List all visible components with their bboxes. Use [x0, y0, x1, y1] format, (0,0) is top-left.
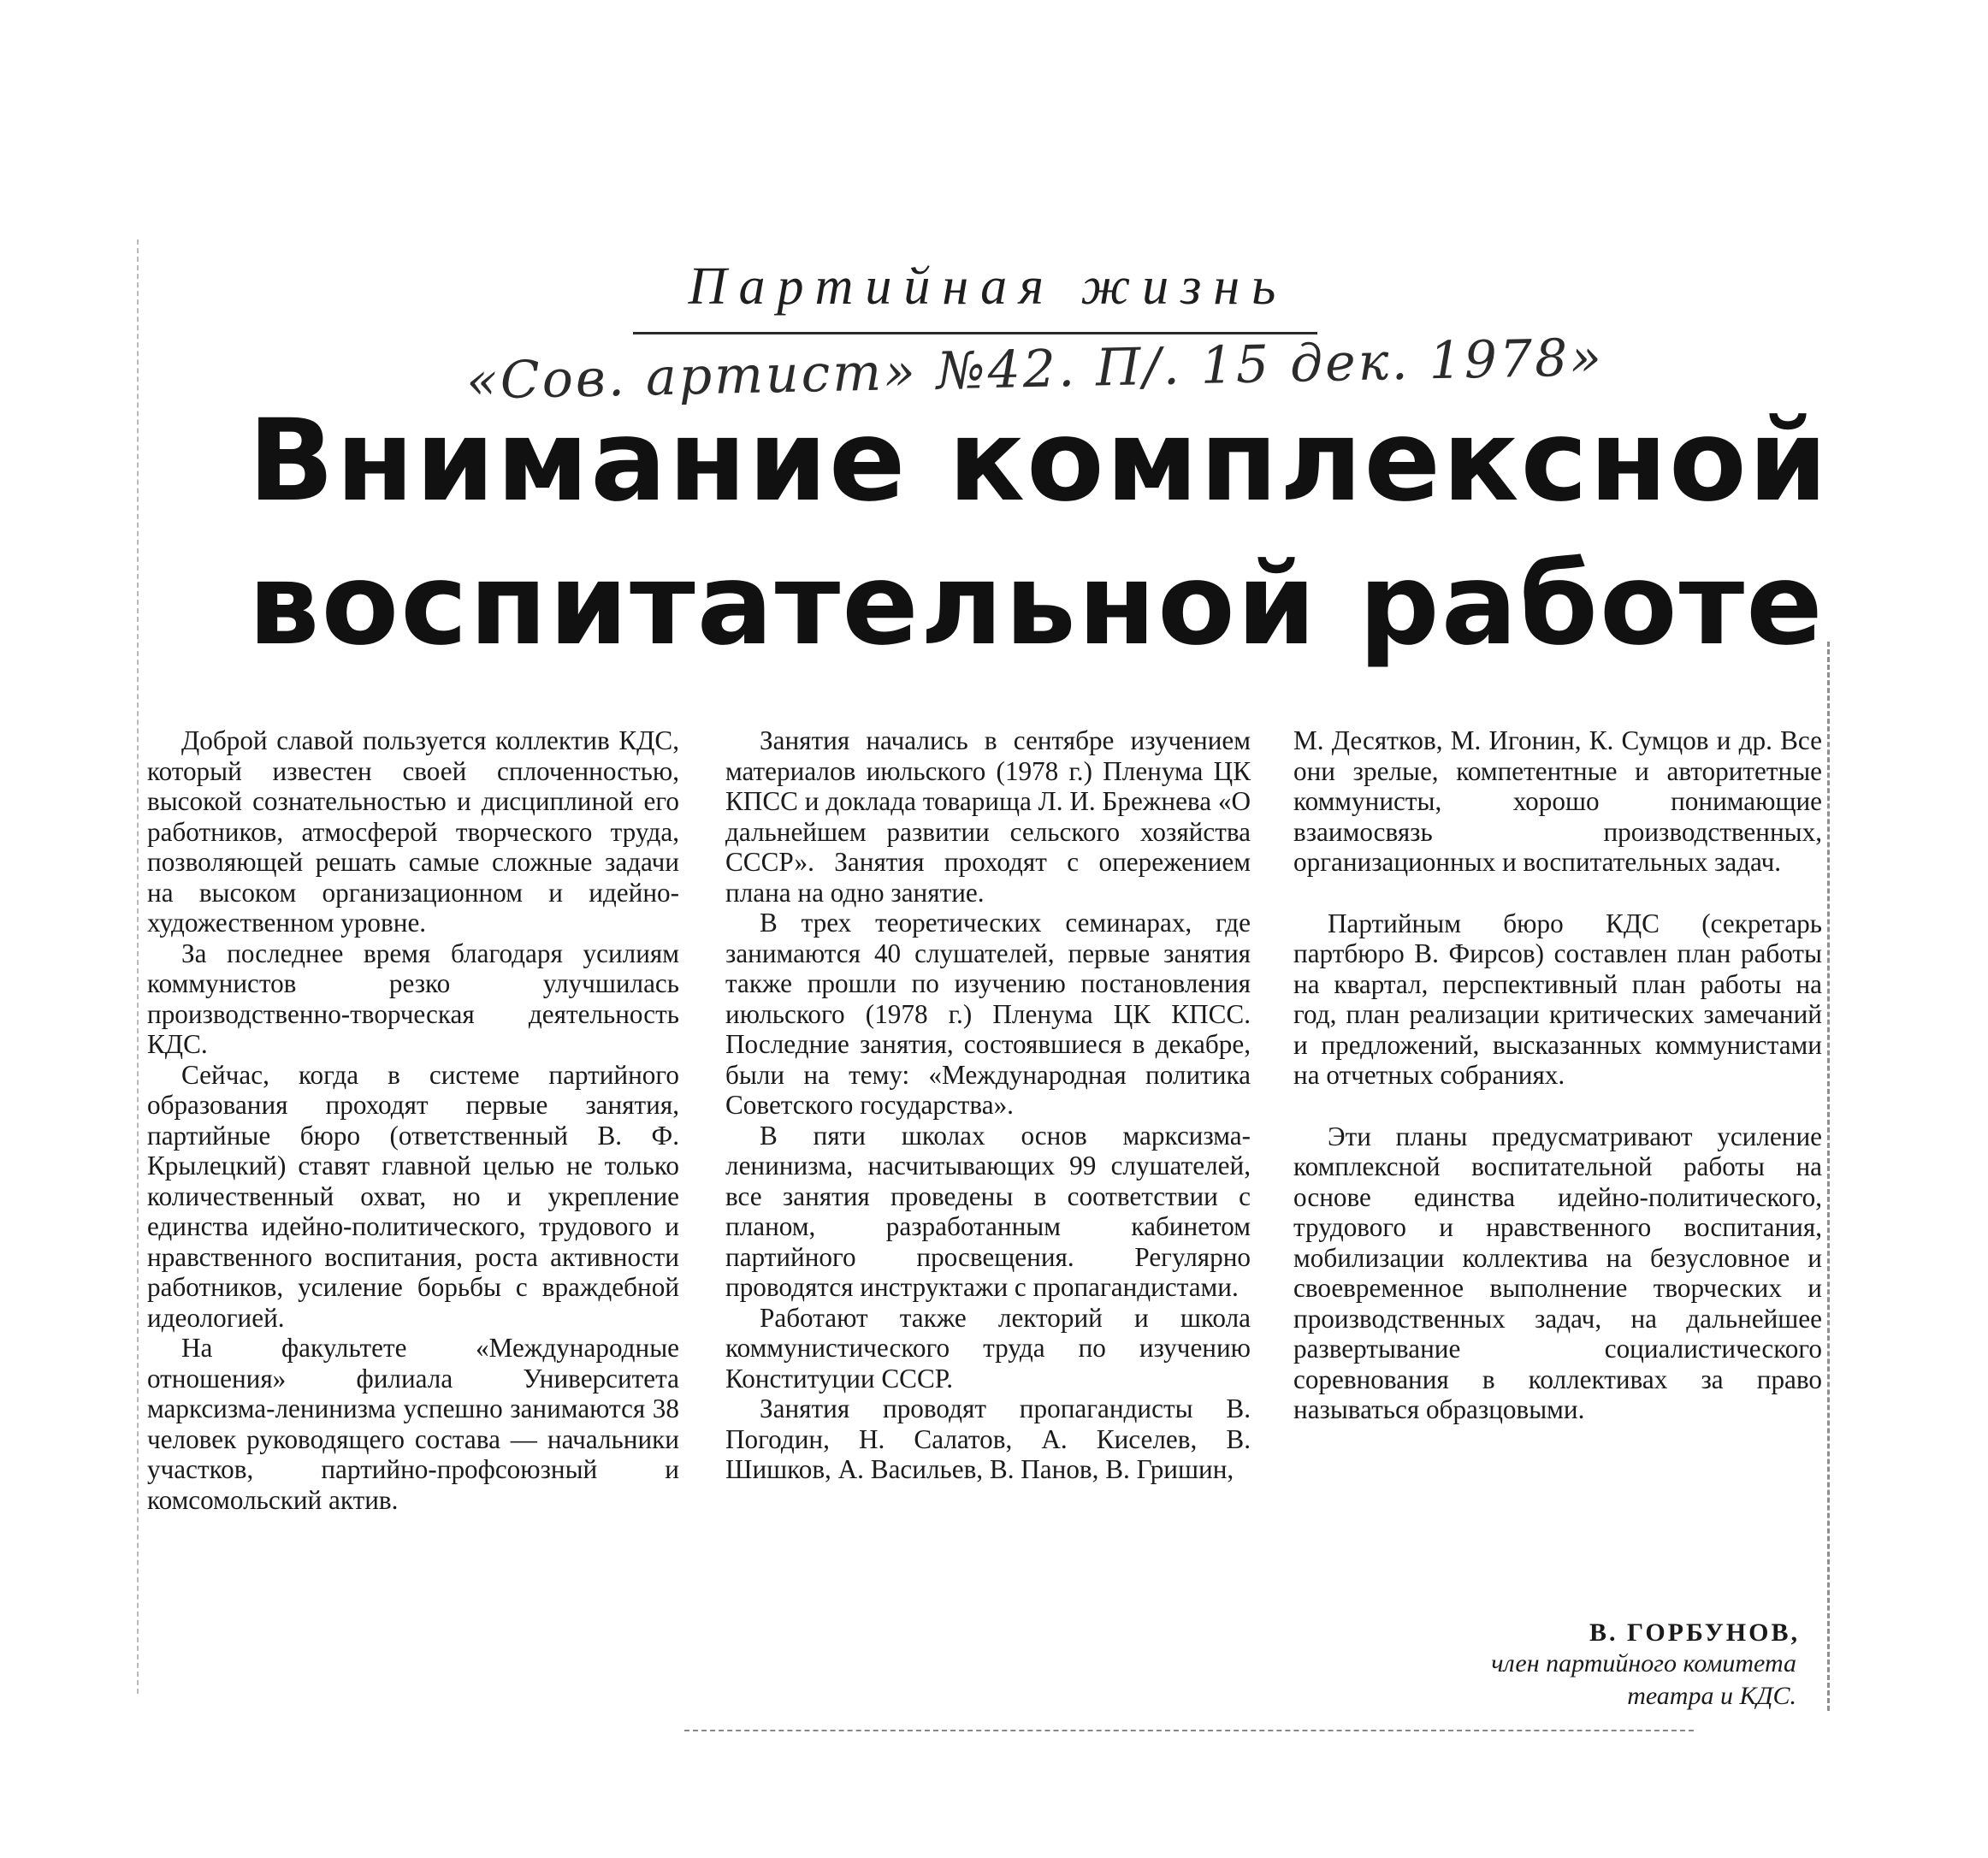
paragraph: Сейчас, когда в системе партийного образования проходят первые занятия, партийные бюро (ответственный В. Ф. Крылецкий) ставят главной целью не только количественный охват, но и укрепление единства идейно-политического, трудового и нравственного воспитания, роста активности работников, усиление борьбы с враждебной идеологией. — [147, 1059, 679, 1333]
bottom-divider — [684, 1730, 1694, 1731]
rubric-divider — [633, 332, 1317, 334]
author-title-line-1: член партийного комитета — [1491, 1649, 1796, 1678]
paragraph: М. Десятков, М. Игонин, К. Сумцов и др. Все они зрелые, компетентные и авторитетные коммунисты, хорошо понимающие взаимосвязь производственных, организационных и воспитательных задач. — [1293, 725, 1822, 877]
paragraph: Эти планы предусматривают усиление комплексной воспитательной работы на основе единства идейно-политического, трудового и нравственного воспитания, мобилизации коллектива на безусловное и своевременное выполнение творческих и производственных задач, на дальнейшее развертывание социалистического соревнования в коллективах за право называться образцовыми. — [1293, 1121, 1822, 1424]
author-title-line-2: театра и КДС. — [1627, 1682, 1796, 1710]
article-headline — [248, 389, 1830, 677]
section-rubric: Партийная жизнь — [688, 257, 1288, 316]
paragraph: Доброй славой пользуется коллектив КДС, который известен своей сплоченностью, высокой сознательностью и дисциплиной его работников, атмосферой творческого труда, позволяющей решать самые сложные задачи на высоком организационном и идейно-художественном уровне. — [147, 725, 679, 938]
scan-edge-left — [137, 240, 139, 1694]
scan-edge-right — [1827, 642, 1830, 1711]
paragraph: В трех теоретических семинарах, где занимаются 40 слушателей, первые занятия также прошли по изучению постановления июльского (1978 г.) Пленума ЦК КПСС. Последние занятия, состоявшиеся в декабре, были на тему: «Международная политика Советского государства». — [725, 908, 1251, 1120]
article-column-2 — [725, 725, 1251, 1485]
article-column-3 — [1293, 725, 1822, 1425]
paragraph: Партийным бюро КДС (секретарь партбюро В. Фирсов) составлен план работы на квартал, перспективный план работы на год, план реализации критических замечаний и предложений, высказанных коммунистами на отчетных собраниях. — [1293, 908, 1822, 1090]
paragraph: Занятия проводят пропагандисты В. Погодин, Н. Салатов, А. Киселев, В. Шишков, А. Васильев, В. Панов, В. Гришин, — [725, 1394, 1251, 1484]
paragraph: Занятия начались в сентябре изучением материалов июльского (1978 г.) Пленума ЦК КПСС и доклада товарища Л. И. Брежнева «О дальнейшем развитии сельского хозяйства СССР». Занятия проходят с опережением плана на одно занятие. — [725, 725, 1251, 908]
paragraph: За последнее время благодаря усилиям коммунистов резко улучшилась производственно-творческая деятельность КДС. — [147, 938, 679, 1059]
article-column-1 — [147, 725, 679, 1515]
paragraph: На факультете «Международные отношения» филиала Университета марксизма-ленинизма успешно занимаются 38 человек руководящего состава — начальники участков, партийно-профсоюзный и комсомольский актив. — [147, 1333, 679, 1515]
handwritten-source-note: «Сов. артист» №42. П/. 15 дек. 1978» — [465, 328, 1605, 411]
headline-line-2: воспитательной работе — [248, 539, 1825, 671]
author-signature — [1369, 1618, 1813, 1713]
paragraph: Работают также лекторий и школа коммунистического труда по изучению Конституции СССР. — [725, 1302, 1251, 1394]
author-name: В. ГОРБУНОВ, — [1589, 1618, 1800, 1647]
headline-line-1: Внимание комплексной — [248, 395, 1830, 527]
paragraph: В пяти школах основ марксизма-ленинизма, насчитывающих 99 слушателей, все занятия проведены в соответствии с планом, разработанным кабинетом партийного просвещения. Регулярно проводятся инструктажи с пропагандистами. — [725, 1120, 1251, 1302]
